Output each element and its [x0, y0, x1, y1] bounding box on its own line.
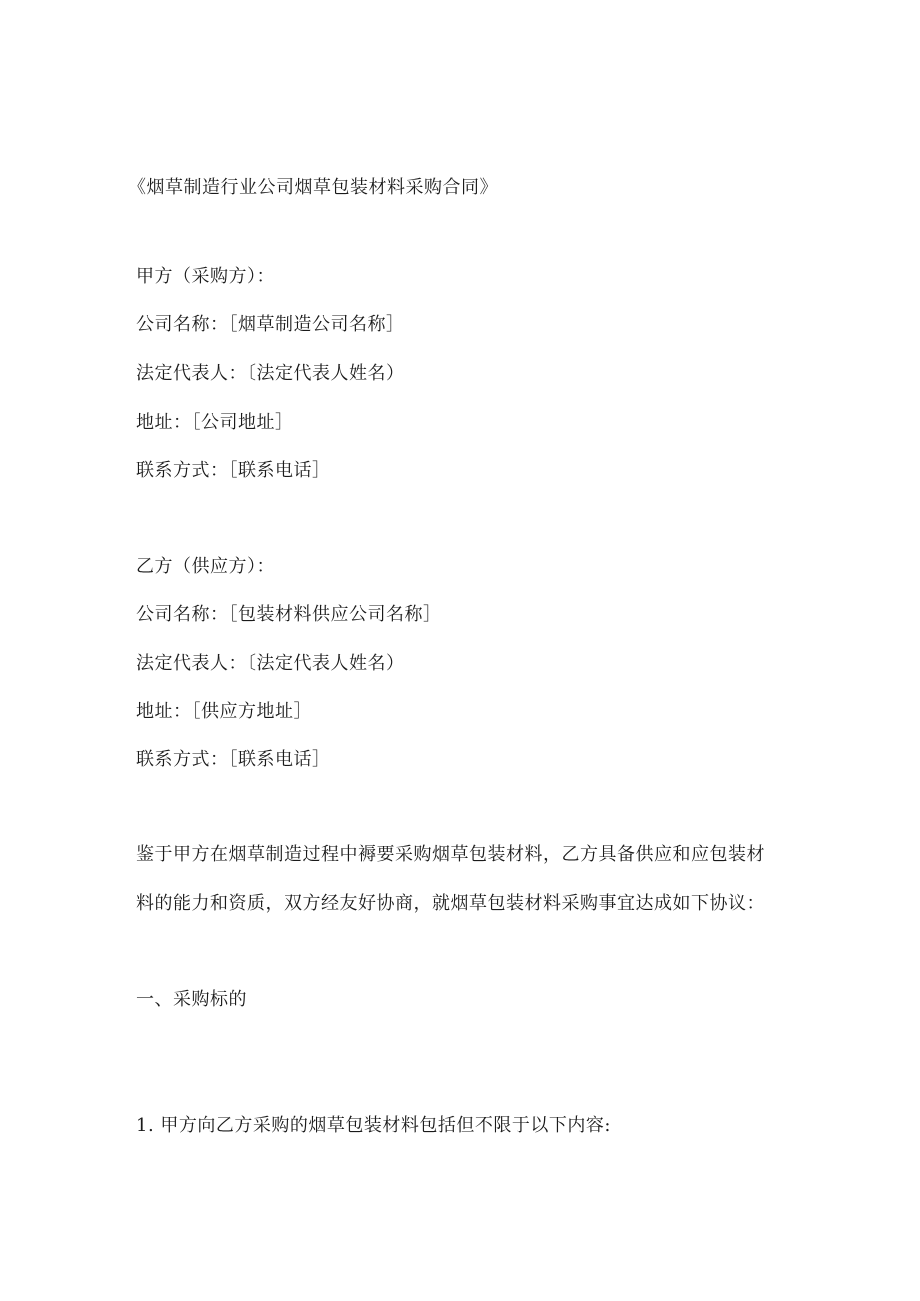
section-heading: 一、采购标的: [136, 989, 247, 1010]
party-a-heading: 甲方（采购方）：: [136, 266, 275, 287]
party-b-heading: 乙方（供应方）：: [136, 556, 275, 577]
party-a-company: 公司名称：［烟草制造公司名称］: [136, 314, 405, 335]
party-b-contact: 联系方式：［联系电话］: [136, 749, 331, 770]
party-a-address: 地址：［公司地址］: [136, 412, 294, 433]
document-title: 《烟草制造行业公司烟草包装材料采购合同》: [128, 177, 498, 198]
party-b-representative: 法定代表人：〔法定代表人姓名）: [136, 653, 405, 674]
party-a-contact: 联系方式：［联系电话］: [136, 460, 331, 481]
party-a-representative: 法定代表人：〔法定代表人姓名）: [136, 363, 405, 384]
section-item: 1. 甲方向乙方采购的烟草包装材料包括但不限于以下内容:: [136, 1115, 611, 1136]
party-b-address: 地址：［供应方地址］: [136, 701, 312, 722]
intro-line: 鉴于甲方在烟草制造过程中褥要采购烟草包装材料，乙方具备供应和应包装材: [136, 844, 765, 865]
intro-line: 料的能力和资质，双方经友好协商，就烟草包装材料采购事宜达成如下协议：: [136, 893, 765, 914]
party-b-company: 公司名称：［包装材料供应公司名称］: [136, 604, 442, 625]
